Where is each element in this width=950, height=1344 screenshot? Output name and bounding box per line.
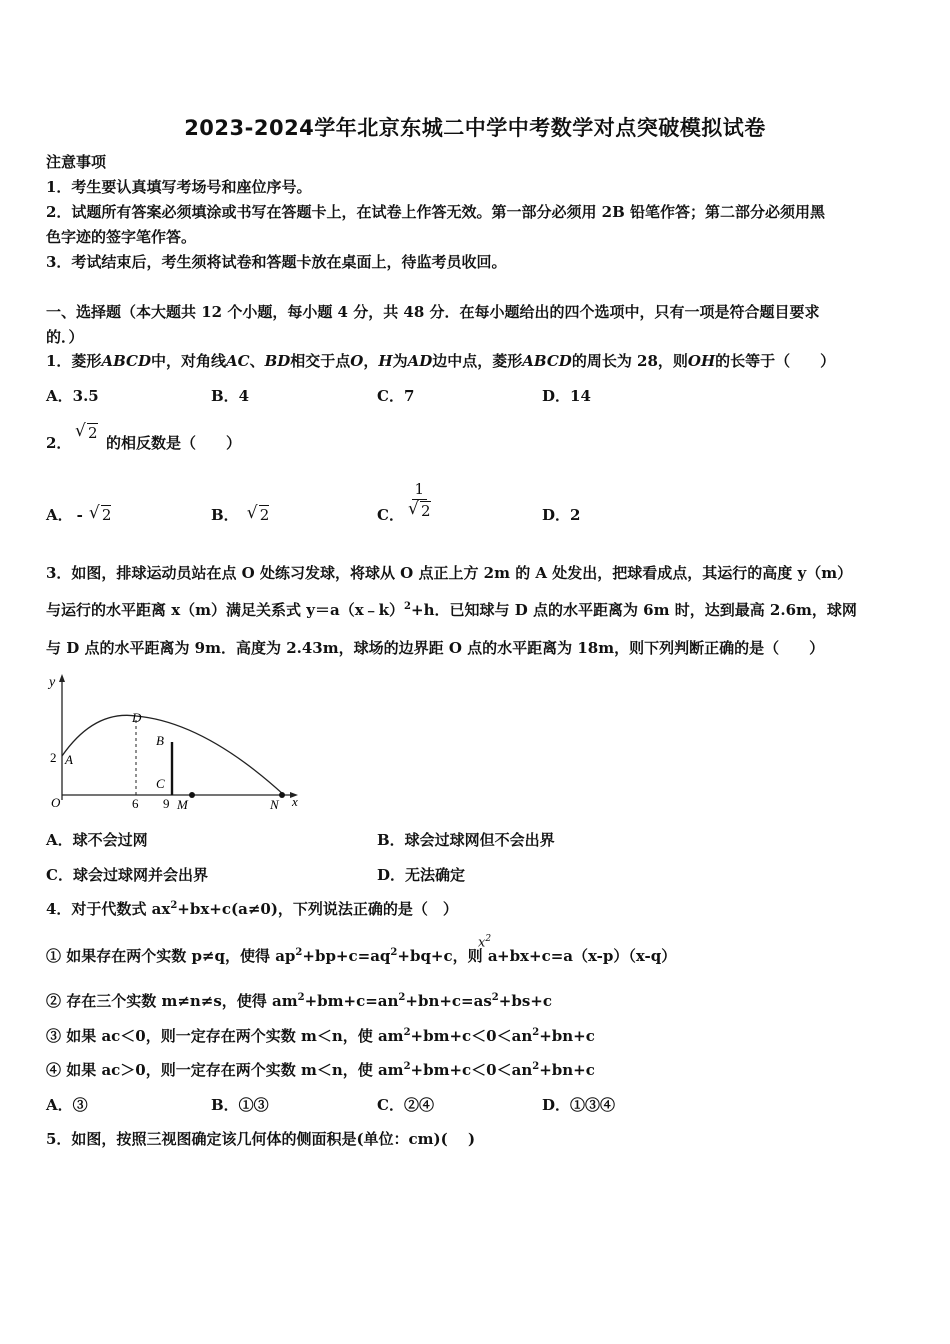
q4-x-squared — [478, 934, 491, 950]
q4-text: ② 存在三个实数 m≠n≠s，使得 am — [46, 992, 298, 1010]
label-b: B — [156, 733, 164, 748]
q2-option-c-label[interactable]: C． — [377, 506, 404, 524]
x-axis-label: x — [292, 794, 298, 809]
q1-var: ABCD — [522, 352, 572, 370]
q4-text: +bn+c — [539, 1061, 595, 1079]
label-c: C — [156, 776, 165, 791]
q3-option-c[interactable]: C．球会过球网并会出界 — [46, 866, 208, 884]
q4-option-a[interactable]: A．③ — [46, 1096, 88, 1114]
tick-6: 6 — [132, 796, 139, 811]
q2-radicand: 2 — [88, 424, 98, 442]
q4-text: +bq+c，则 a — [397, 947, 498, 965]
q3-parabola-figure — [44, 672, 314, 820]
section-heading-cont: 的．） — [46, 328, 84, 346]
q4-sup: 2 — [297, 992, 305, 1003]
q4-text: +bs+c — [498, 992, 552, 1010]
notice-item: 1．考生要认真填写考场号和座位序号。 — [46, 178, 312, 196]
origin-label: O — [51, 795, 61, 810]
q3-stem-line: 与 D 点的水平距离为 9m．高度为 2.43m，球场的边界距 O 点的水平距离为 18m，则下列判断正确的是（ ） — [46, 639, 825, 657]
point-m — [189, 792, 195, 798]
q1-option-d[interactable]: D．14 — [542, 387, 591, 405]
q1-text: 、 — [249, 352, 265, 370]
q2-c-radicand: 2 — [421, 502, 431, 520]
q1-var: O — [350, 352, 364, 370]
q4-statement-1 — [46, 946, 498, 966]
q1-text: 相交于点 — [290, 352, 351, 370]
q4-text: +bm+c＜0＜an — [410, 1061, 533, 1079]
q2-number: 2． — [46, 434, 72, 452]
q4-text: +bp+c=aq — [302, 947, 391, 965]
y-axis-label: y — [49, 675, 56, 690]
q3-option-a[interactable]: A．球不会过网 — [46, 831, 148, 849]
q4-statement-2 — [46, 991, 552, 1011]
question-1-stem — [46, 351, 835, 371]
q3-stem-line: 3．如图，排球运动员站在点 O 处练习发球，将球从 O 点正上方 2m 的 A 处发出，把球看成点，其运行的高度 y（m） — [46, 564, 853, 582]
q4-text: 4．对于代数式 ax — [46, 900, 171, 918]
q4-statement-3 — [46, 1026, 595, 1046]
q4-sup: 2 — [390, 947, 398, 958]
q4-option-c[interactable]: C．②④ — [377, 1096, 434, 1114]
q4-statement-1-cont: +bx+c=a（x-p）（x-q） — [497, 947, 677, 965]
q3-stem-line — [46, 600, 857, 620]
q1-text: 为 — [392, 352, 408, 370]
q2-sqrt: √ 2 — [75, 421, 98, 442]
section-heading: 一、选择题（本大题共 12 个小题，每小题 4 分，共 48 分．在每小题给出的四个选项中，只有一项是符合题目要求 — [46, 303, 820, 321]
label-d: D — [132, 710, 142, 725]
q2-b-radicand: 2 — [259, 506, 270, 524]
q4-statement-4 — [46, 1060, 595, 1080]
q3-option-d[interactable]: D．无法确定 — [377, 866, 466, 884]
q1-text: 1．菱形 — [46, 352, 102, 370]
q2-a-label: A． — [46, 506, 73, 524]
q4-option-b[interactable]: B．①③ — [211, 1096, 269, 1114]
q2-option-d[interactable]: D．2 — [542, 506, 581, 524]
q3-option-b[interactable]: B．球会过球网但不会出界 — [377, 831, 555, 849]
q4-stem — [46, 899, 458, 919]
q4-sup: 2 — [398, 992, 406, 1003]
q3-text: 与运行的水平距离 x（m）满足关系式 y＝a（x﹣k） — [46, 601, 405, 619]
q4-x-sup: 2 — [485, 934, 492, 944]
q4-text: +bn+c — [539, 1027, 595, 1045]
q1-text: 中，对角线 — [150, 352, 226, 370]
q2-c-numerator: 1 — [412, 479, 428, 500]
q4-sup: 2 — [532, 1061, 540, 1072]
q4-text: ③ 如果 ac＜0，则一定存在两个实数 m＜n，使 am — [46, 1027, 404, 1045]
label-a: A — [65, 752, 73, 767]
q4-text: ④ 如果 ac＞0，则一定存在两个实数 m＜n，使 am — [46, 1061, 404, 1079]
q1-var: AC — [226, 352, 250, 370]
q4-sup: 2 — [403, 1061, 411, 1072]
point-n — [279, 792, 285, 798]
q1-text: 边中点，菱形 — [432, 352, 523, 370]
q4-x: x — [478, 935, 486, 951]
q1-option-c[interactable]: C．7 — [377, 387, 415, 405]
q4-text: +bm+c＜0＜an — [410, 1027, 533, 1045]
label-m: M — [177, 797, 188, 812]
q2-a-sign: - — [76, 506, 83, 524]
q2-b-label: B． — [211, 506, 239, 524]
q4-text: ① 如果存在两个实数 p≠q，使得 ap — [46, 947, 296, 965]
q3-text: +h．已知球与 D 点的水平距离为 6m 时，达到最高 2.6m，球网 — [411, 601, 857, 619]
q2-stem: 的相反数是（ ） — [106, 434, 242, 452]
notice-item: 色字迹的签字笔作答。 — [46, 228, 197, 246]
y-axis-arrow — [59, 674, 65, 682]
label-2: 2 — [50, 750, 57, 765]
q4-sup: 2 — [295, 947, 303, 958]
q1-var: AD — [407, 352, 433, 370]
tick-9: 9 — [163, 796, 170, 811]
page-title: 2023-2024学年北京东城二中学中考数学对点突破模拟试卷 — [184, 116, 766, 140]
q1-option-b[interactable]: B．4 — [211, 387, 250, 405]
q3-sup: 2 — [404, 601, 412, 612]
q4-sup: 2 — [491, 992, 499, 1003]
q4-sup: 2 — [403, 1027, 411, 1038]
q1-text: 的长等于（ ） — [715, 352, 836, 370]
q4-text: +bn+c=as — [405, 992, 492, 1010]
q4-option-d[interactable]: D．①③④ — [542, 1096, 616, 1114]
notice-item: 3．考试结束后，考生须将试卷和答题卡放在桌面上，待监考员收回。 — [46, 253, 507, 271]
label-n: N — [270, 797, 279, 812]
q1-var: OH — [687, 352, 716, 370]
q2-a-radicand: 2 — [101, 506, 112, 524]
q1-text: ， — [363, 352, 379, 370]
q1-text: 的周长为 28，则 — [571, 352, 688, 370]
notice-heading: 注意事项 — [46, 153, 107, 171]
q1-var: H — [378, 352, 393, 370]
q1-var: ABCD — [101, 352, 151, 370]
q2-option-b[interactable]: B． √ 2 — [211, 503, 270, 524]
q1-var: BD — [264, 352, 291, 370]
q4-sup: 2 — [170, 900, 178, 911]
q4-text: +bm+c=an — [304, 992, 399, 1010]
q1-option-a[interactable]: A．3.5 — [46, 387, 99, 405]
q4-text: +bx+c(a≠0)，下列说法正确的是（ ） — [177, 900, 458, 918]
q5-stem: 5．如图，按照三视图确定该几何体的侧面积是(单位：cm)( ) — [46, 1130, 476, 1148]
q2-option-a[interactable]: A． - √ 2 — [46, 503, 112, 524]
q2-option-c-fraction[interactable]: 1 √ 2 — [408, 480, 431, 520]
notice-item: 2．试题所有答案必须填涂或书写在答题卡上，在试卷上作答无效。第一部分必须用 2B 铅笔作答；第二部分必须用黑 — [46, 203, 826, 221]
q4-sup: 2 — [532, 1027, 540, 1038]
